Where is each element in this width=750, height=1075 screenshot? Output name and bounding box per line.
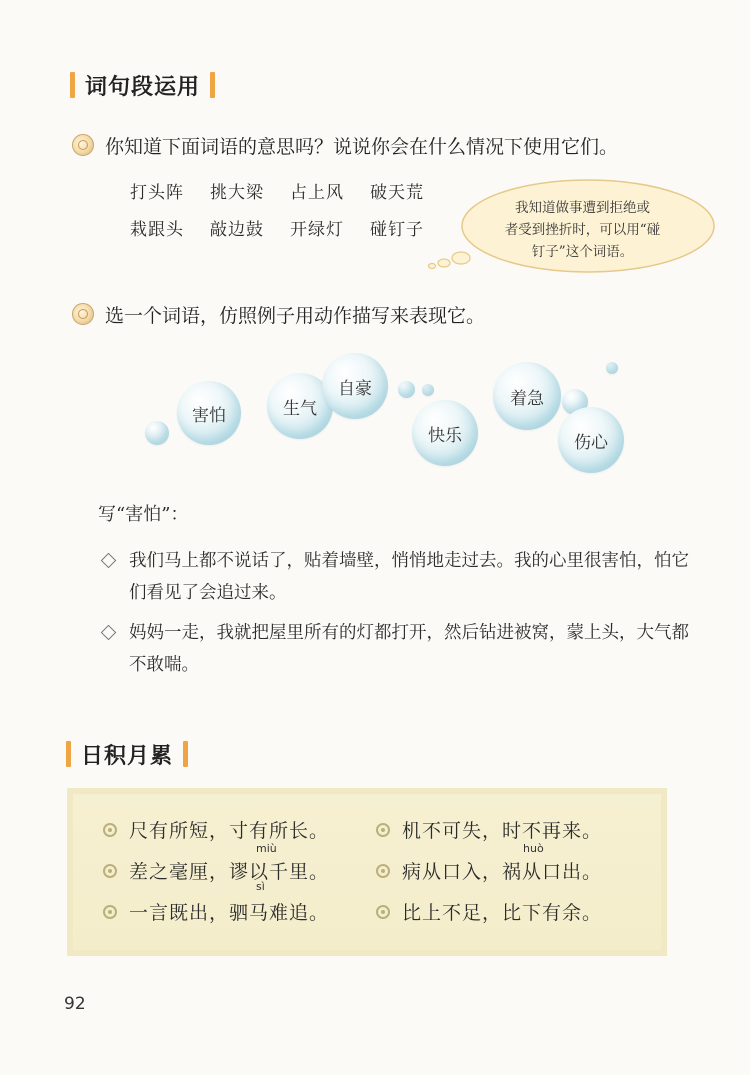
bubble-line: 者受到挫折时，可以用“碰 xyxy=(504,222,661,238)
example-paragraph-1 xyxy=(103,545,693,609)
circle-bullet-icon xyxy=(376,823,390,837)
section-title: 词句段运用 xyxy=(85,74,201,100)
page-number: 92 xyxy=(64,994,86,1014)
word-item: 打头阵 xyxy=(130,183,184,203)
example-text: 我们马上都不说话了，贴着墙壁，悄悄地走过去。我的心里很害怕，怕它们看见了会追过来。 xyxy=(129,551,689,603)
proverb-text: 尺有所短，寸有所长。 xyxy=(129,820,330,842)
decor-bubble xyxy=(606,362,618,374)
heading-bar-left xyxy=(66,741,71,767)
decor-bubble xyxy=(422,384,434,396)
pinyin-si: sì xyxy=(256,880,265,893)
emotion-bubble-shangxin: 伤心 xyxy=(558,407,624,473)
diamond-bullet-icon xyxy=(101,625,117,641)
circle-bullet-icon xyxy=(103,823,117,837)
emotion-bubble-shengqi: 生气 xyxy=(267,373,333,439)
circle-bullet-icon xyxy=(376,864,390,878)
section-heading-ci-ju-duan xyxy=(70,68,215,102)
diamond-bullet-icon xyxy=(101,553,117,569)
proverb-text: 机不可失，时不再来。 xyxy=(402,820,603,842)
question-bullet-icon xyxy=(72,303,94,325)
circle-bullet-icon xyxy=(376,905,390,919)
heading-bar-right xyxy=(183,741,188,767)
word-item: 开绿灯 xyxy=(290,220,344,240)
proverb-item xyxy=(103,898,329,925)
word-item: 挑大梁 xyxy=(210,183,264,203)
proverb-text: 比上不足，比下有余。 xyxy=(402,902,603,924)
example-paragraph-2 xyxy=(103,617,693,681)
word-item: 碰钉子 xyxy=(370,220,424,240)
decor-bubble xyxy=(398,381,415,398)
word-row-1 xyxy=(130,178,450,203)
proverb-text: 差之毫厘，谬以千里。 xyxy=(129,861,330,883)
pinyin-huo: huò xyxy=(523,842,544,855)
proverb-item xyxy=(103,816,329,843)
bubble-line: 钉子”这个词语。 xyxy=(531,244,634,260)
heading-bar-left xyxy=(70,72,75,98)
thought-bubble-text xyxy=(465,197,700,263)
example-text: 妈妈一走，我就把屋里所有的灯都打开，然后钻进被窝，蒙上头，大气都不敢喘。 xyxy=(129,623,689,675)
circle-bullet-icon xyxy=(103,905,117,919)
write-label: 写“害怕”： xyxy=(98,504,189,525)
heading-bar-right xyxy=(210,72,215,98)
word-item: 栽跟头 xyxy=(130,220,184,240)
question-1-prompt: 你知道下面词语的意思吗？说说你会在什么情况下使用它们。 xyxy=(105,136,619,158)
emotion-bubble-kuaile: 快乐 xyxy=(412,400,478,466)
proverb-item xyxy=(103,857,329,884)
proverb-item xyxy=(376,816,602,843)
decor-bubble xyxy=(145,421,169,445)
word-item: 占上风 xyxy=(290,183,344,203)
proverb-item xyxy=(376,898,602,925)
question-bullet-icon xyxy=(72,134,94,156)
word-item: 破天荒 xyxy=(370,183,424,203)
circle-bullet-icon xyxy=(103,864,117,878)
bubble-line: 我知道做事遭到拒绝或 xyxy=(515,200,650,216)
section-heading-ri-ji-yue-lei xyxy=(66,737,188,771)
emotion-bubble-haipa: 害怕 xyxy=(177,381,241,445)
proverb-item xyxy=(376,857,602,884)
proverb-text: 一言既出，驷马难追。 xyxy=(129,902,330,924)
emotion-bubble-zihao: 自豪 xyxy=(322,353,388,419)
section-title: 日积月累 xyxy=(81,743,174,769)
word-item: 敲边鼓 xyxy=(210,220,264,240)
pinyin-miu: miù xyxy=(256,842,277,855)
word-row-2 xyxy=(130,215,450,240)
emotion-bubble-zhaoji: 着急 xyxy=(493,362,561,430)
proverb-text: 病从口入，祸从口出。 xyxy=(402,861,603,883)
question-2-prompt: 选一个词语，仿照例子用动作描写来表现它。 xyxy=(105,305,486,327)
